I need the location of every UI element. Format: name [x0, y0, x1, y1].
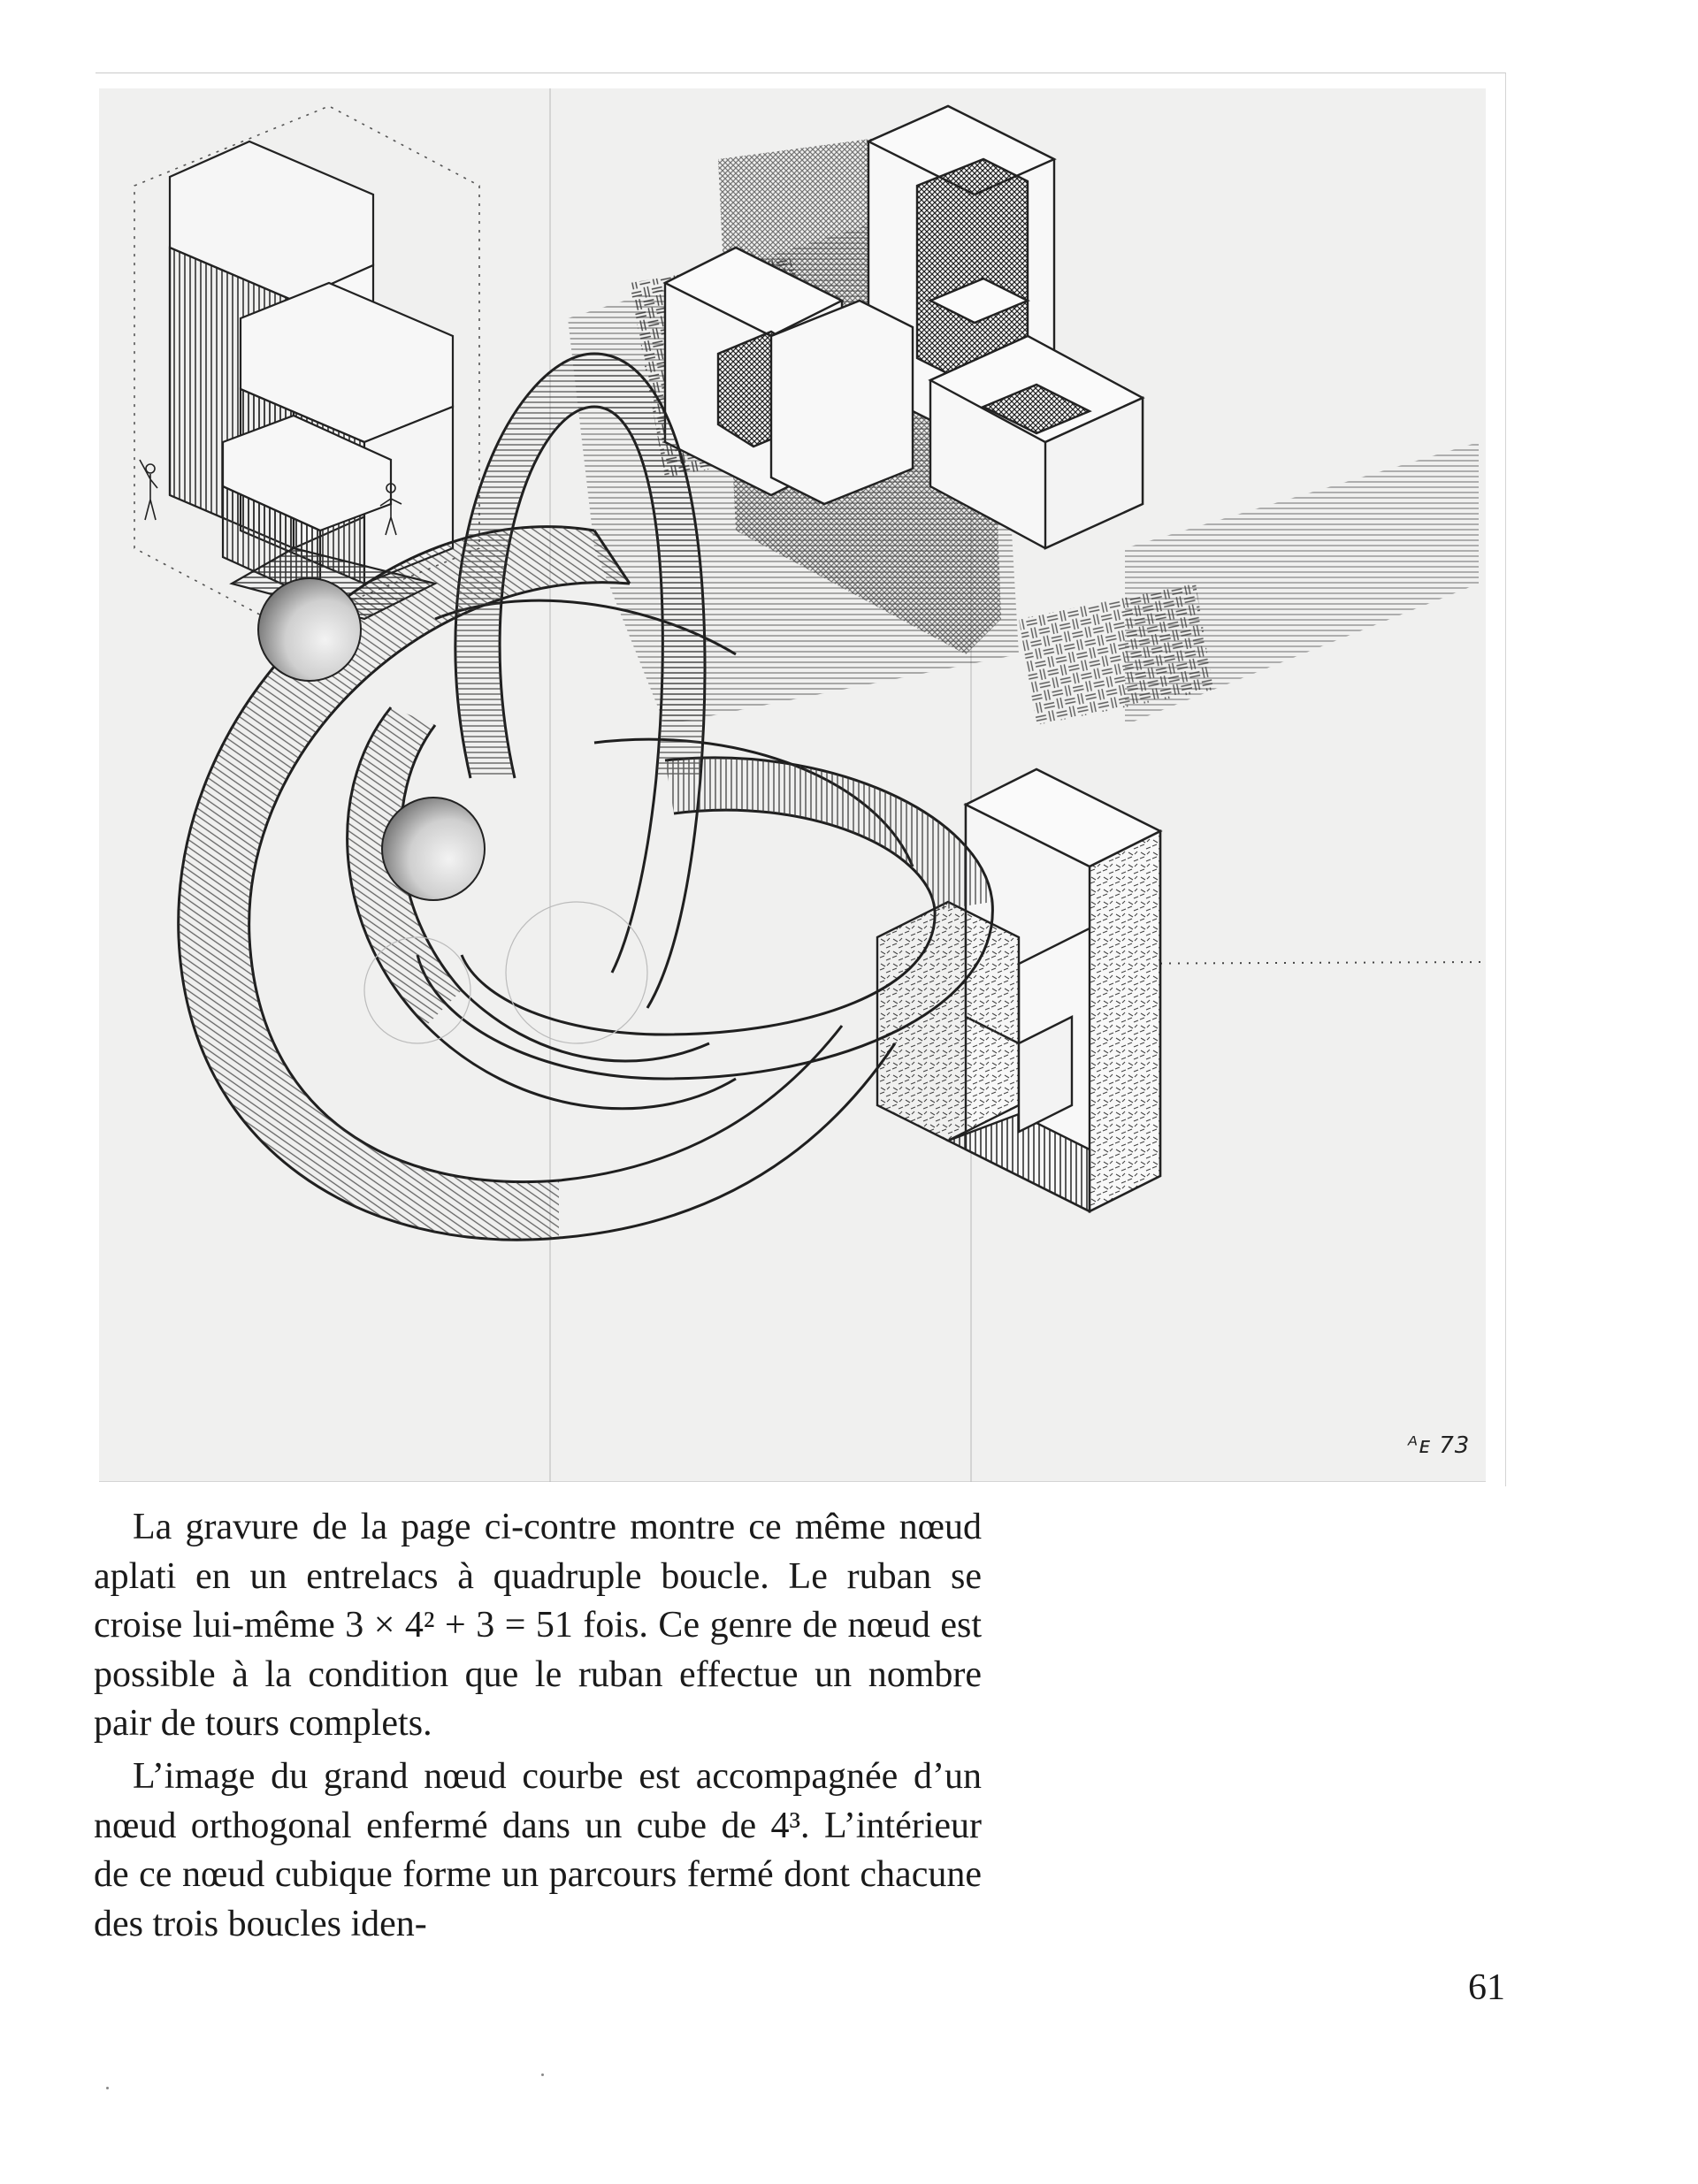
paragraph-2: [94, 1753, 982, 1949]
engraving-plate: [99, 88, 1486, 1482]
engraving-signature: ᴬᴇ 73: [1408, 1432, 1471, 1459]
page-number: 61: [1468, 1967, 1505, 2008]
paragraph-1: [94, 1503, 982, 1749]
paragraph-2-text: L’image du grand nœud courbe est accompagnée d’un nœud orthogonal enfermé dans un cube de 4³. L’intérieur de ce nœud cubique forme un parcours fermé dont chacune des trois boucles iden-: [94, 1755, 982, 1944]
paper-speck: [541, 2073, 544, 2076]
engraving-illustration: [99, 88, 1486, 1482]
paragraph-1-text: La gravure de la page ci-contre montre ce même nœud aplati en un entrelacs à quadruple boucle. Le ruban se croise lui-même 3 × 4² + 3 = 51 fois. Ce genre de nœud est possible à la condition que le ruban effectue un nombre pair de tours complets.: [94, 1507, 982, 1745]
body-text: [94, 1503, 982, 1949]
paper-speck: [106, 2087, 109, 2089]
